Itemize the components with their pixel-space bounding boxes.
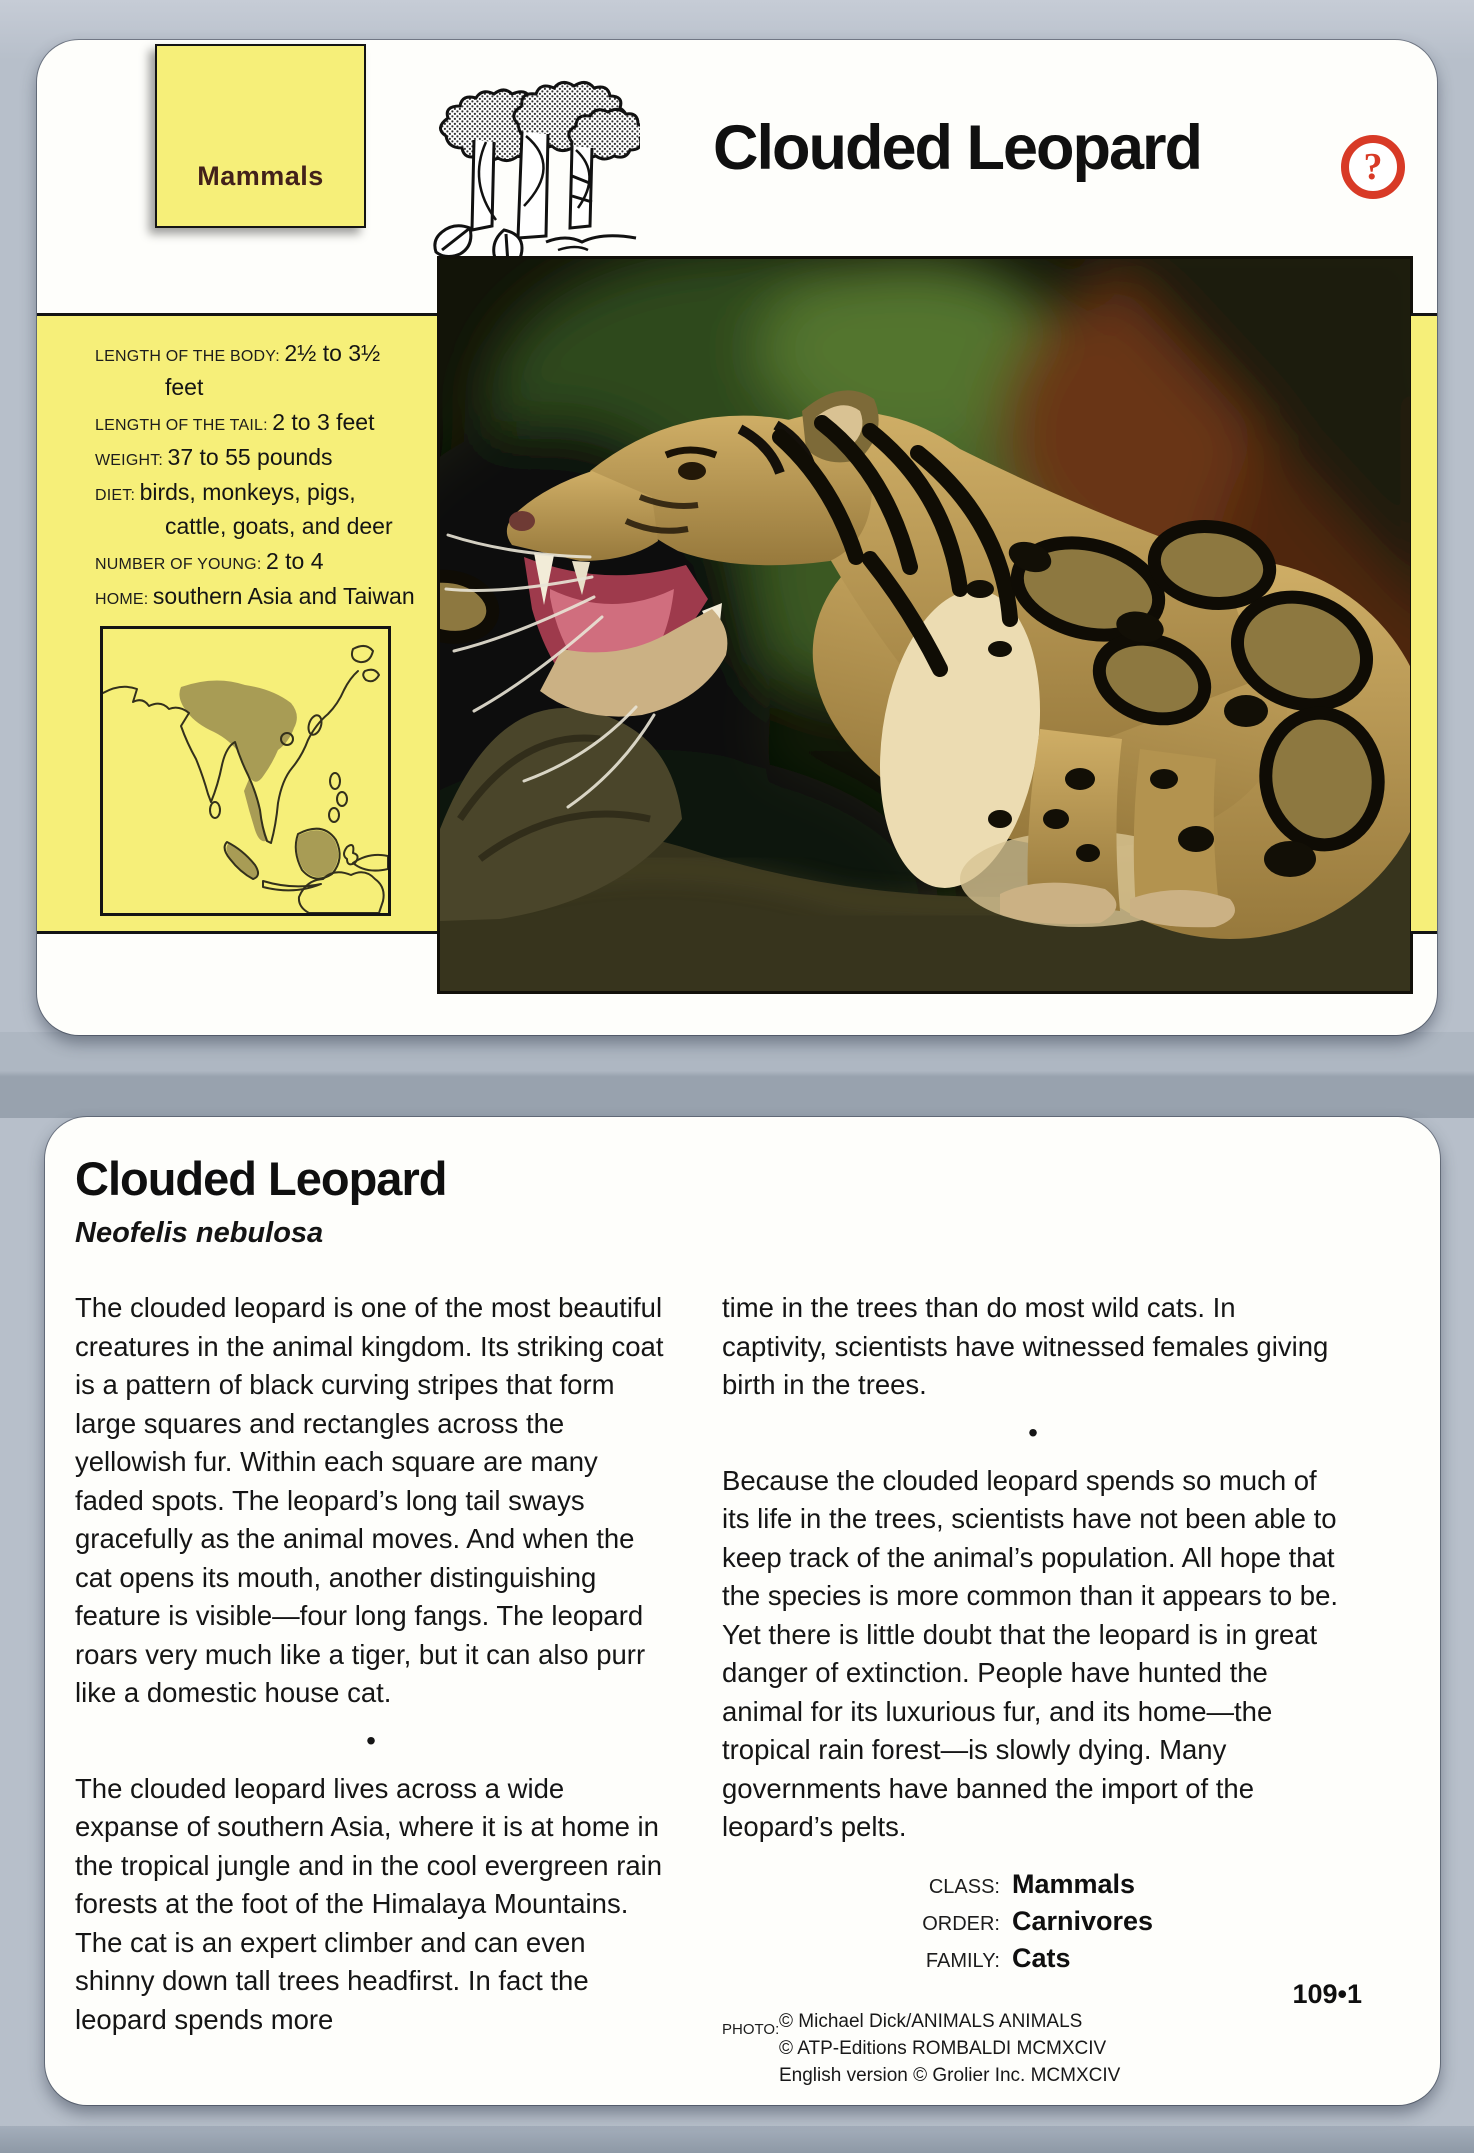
paragraph: time in the trees than do most wild cats. In captivity, scientists have witnessed females giving birth in the trees.: [722, 1292, 1329, 1400]
text-column-right: [722, 1289, 1344, 2089]
text-column-left: [75, 1289, 667, 2039]
credit-line: © ATP-Editions ROMBALDI MCMXCIV: [779, 2037, 1107, 2059]
paragraph: Because the clouded leopard spends so much of its life in the trees, scientists have not been able to keep track of the animal’s population. All hope that the species is more common than it appears to be. Yet there is little doubt that the leopard is in great danger of extinction. People have hunted the animal for its luxurious fur, and its home—the tropical rain forest—is slowly dying. Many governments have banned the import of the leopard’s pelts.: [722, 1464, 1339, 1842]
stat-young: NUMBER OF YOUNG: 2 to 4: [95, 548, 324, 574]
taxonomy-block: [722, 1867, 1344, 1978]
credit-line: © Michael Dick/ANIMALS ANIMALS: [779, 2010, 1083, 2032]
paragraph: The clouded leopard is one of the most beautiful creatures in the animal kingdom. Its striking coat is a pattern of black curving stripes that form large squares and rectangles across the yellowish fur. Within each square are many faded spots. The leopard’s long tail sways gracefully as the animal moves. And when the cat opens its mouth, another distinguishing feature is visible—four long fangs. The leopard roars very much like a tiger, but it can also purr like a domestic house cat.: [75, 1292, 664, 1708]
front-card-title: Clouded Leopard: [713, 113, 1201, 183]
taxonomy-row-class: CLASS: Mammals: [928, 1868, 1136, 1899]
question-mark-icon: ?: [1341, 135, 1405, 199]
stats-panel: [37, 313, 441, 934]
taxonomy-row-order: ORDER: Carnivores: [922, 1905, 1154, 1936]
stat-weight: WEIGHT: 37 to 55 pounds: [95, 444, 333, 470]
stat-diet: DIET: birds, monkeys, pigs, cattle, goats, and deer: [95, 479, 393, 539]
stat-body-length: LENGTH OF THE BODY: 2½ to 3½ feet: [95, 340, 381, 400]
taxonomy-row-family: FAMILY: Cats: [925, 1942, 1071, 1973]
clouded-leopard-photo: [437, 256, 1413, 994]
stats-list: [37, 316, 441, 615]
bullet-separator: •: [1028, 1416, 1038, 1448]
photo-credits: PHOTO: © Michael Dick/ANIMALS ANIMALS © ATP-Editions ROMBALDI MCMXCIV English version © Grolier Inc. MCMXCIV: [722, 2008, 1344, 2089]
category-label: Mammals: [197, 161, 324, 191]
bullet-separator: •: [366, 1724, 376, 1756]
stat-tail-length: LENGTH OF THE TAIL: 2 to 3 feet: [95, 409, 375, 435]
stat-home: HOME: southern Asia and Taiwan: [95, 583, 415, 609]
card-number: 109•1: [1292, 1979, 1362, 2009]
page-background-bottom-band: [0, 2126, 1474, 2153]
front-card: [37, 40, 1437, 1035]
credit-line: English version © Grolier Inc. MCMXCIV: [779, 2064, 1121, 2086]
range-map: [100, 626, 391, 916]
paragraph: The clouded leopard lives across a wide expanse of southern Asia, where it is at home in the tropical jungle and in the cool evergreen rain forests at the foot of the Himalaya Mountains. The cat is an expert climber and can even shinny down tall trees headfirst. In fact the leopard spends more: [75, 1772, 663, 2035]
category-box: [155, 44, 366, 228]
back-card: [45, 1117, 1440, 2105]
right-yellow-strip: [1411, 313, 1437, 934]
page-background-mid-band: [0, 1032, 1474, 1118]
jungle-trees-icon: [426, 80, 640, 258]
back-card-title: Clouded Leopard: [75, 1152, 447, 1205]
species-name: Neofelis nebulosa: [75, 1217, 324, 1249]
